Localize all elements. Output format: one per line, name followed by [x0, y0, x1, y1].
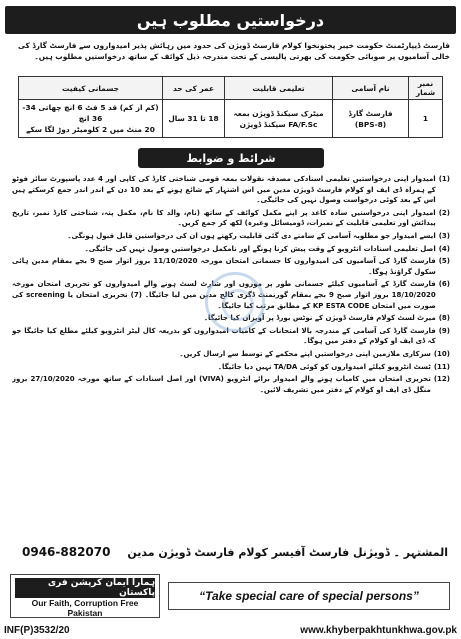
rule-number: (12) [433, 375, 450, 384]
rule-number: (2) [438, 208, 450, 217]
list-item [12, 231, 450, 242]
signature-bar [14, 540, 448, 564]
logo-english-text: Our Faith, Corruption Free Pakistan [31, 598, 139, 618]
rule-text: فارسٹ گارڈ کی آسامیوں کی امیدواروں کا جسمانی امتحان مورخہ 11/10/2020 بروز اتوار صبح 9 بجے بمقام مدین ہائی سکول گراؤنڈ ہوگا۔ [12, 257, 436, 276]
slogan-box: “Take special care of special persons” [168, 582, 450, 610]
qualification-line-2: FA/F.Sc سیکنڈ ڈویژن [239, 119, 318, 129]
physical-line-2: 20 منٹ میں 2 کلومیٹر دوڑ لگا سکے [26, 125, 155, 134]
release-code: INF(P)3532/20 [4, 624, 70, 636]
advertiser-signature: المشتہر ۔ ڈویژنل فارسٹ آفیسر کولام فارسٹ ڈویژن مدین [127, 545, 448, 559]
header-qualification: تعلیمی قابلیت [225, 77, 333, 100]
rules-title: شرائط و ضوابط [138, 148, 324, 168]
logo-urdu-text: ہمارا ایمان کرپشن فری پاکستان [15, 578, 155, 598]
rule-number: (3) [438, 231, 450, 240]
vacancy-table-header [19, 77, 443, 100]
rule-number: (11) [433, 362, 450, 371]
header-serial: نمبر شمار [409, 77, 443, 100]
list-item [12, 349, 450, 360]
list-item [12, 174, 450, 206]
table-row [19, 100, 443, 138]
list-item [12, 362, 450, 373]
cell-post: فارسٹ گارڈ (BPS-8) [333, 100, 409, 138]
headline-banner: درخواستیں مطلوب ہیں [5, 6, 456, 34]
cell-serial: 1 [409, 100, 443, 138]
rule-number: (6) [438, 280, 450, 289]
rule-text: فارسٹ گارڈ کے آسامیوں کیلئے جسمانی طور پر موزوں اور شارٹ لسٹ ہونے والے امیدواروں کو تحریری امتحان مورخہ 18/10/2020 بروز اتوار صبح 9 بجے بمقام گورنمنٹ ڈگری کالج مدین میں لیا جائیگا۔ (7) تحریری امتحان یا screening کی صورت میں امتحان KP ESTA CODE کے مطابق مرتب کیا جائیگا۔ [12, 280, 436, 310]
rule-text: امیدوار اپنی درخواستیں سادہ کاغذ پر اپنے مکمل کوائف کے ساتھ (نام، والد کا نام، مکمل پتہ، شناختی کارڈ نمبر، تاریخ پیدائش اور تعلیمی قابلیت کے نمبرات، ڈومیسائل وغیرہ) لکھ کر جمع کریں۔ [12, 208, 436, 228]
rule-text: اصل تعلیمی اسنادات انٹرویو کے وقت پیش کرنا ہونگے اور نامکمل درخواستیں وصول نہیں کی جائیگی۔ [84, 244, 436, 253]
cell-qualification [225, 100, 333, 138]
vacancy-table [18, 76, 443, 138]
intro-paragraph: فارسٹ ڈیپارٹمنٹ حکومت خیبر پختونخوا کولام فارسٹ ڈویژن کی حدود میں رہائش پذیر امیدواروں سے فارسٹ گارڈ کی خالی آسامیوں پر صوبائی حکومت کی بھرتی پالیسی کے تحت مندرجہ ذیل کوائف کے ساتھ درخواستیں مطلوب ہیں۔ [17, 41, 450, 61]
corruption-free-logo [10, 574, 160, 618]
rule-text: سرکاری ملازمین اپنی درخواستیں اپنے محکمے کے توسط سے ارسال کریں۔ [179, 349, 431, 358]
rule-text: فارسٹ گارڈ کی آسامی کے مندرجہ بالا امتحانات کے کامیاب امیدواروں کو بذریعہ کال لیٹر انٹرویو کیلئے مطلع کیا جائیگا جو کہ ڈی ایف او کولام کے دفتر میں ہوگا۔ [12, 326, 436, 346]
rule-number: (8) [438, 314, 450, 323]
list-item [12, 244, 450, 255]
rule-text: ٹسٹ انٹرویو کیلئے امیدواروں کو کوئی TA/DA نہیں دیا جائیگا۔ [217, 362, 431, 371]
list-item [12, 374, 450, 395]
physical-line-1: (کم از کم) قد 5 فٹ 6 انچ چھاتی 34-36 انچ [22, 103, 159, 123]
list-item [12, 208, 450, 229]
rule-number: (9) [438, 326, 450, 335]
rule-number: (4) [438, 244, 450, 253]
watermark-logo-icon [205, 272, 265, 332]
rule-number: (5) [438, 257, 450, 266]
header-age: عمر کی حد [163, 77, 225, 100]
cell-age: 18 تا 31 سال [163, 100, 225, 138]
rule-text: امیدوار اپنی درخواستیں تعلیمی اسنادکی مصدقہ نقولات بمعہ قومی شناختی کارڈ کی کاپی اور 4 عدد پاسپورٹ سائز فوٹو کے ہمراہ ڈی ایف او کولام فارسٹ ڈویژن مدین میں اس اشتہار کے شائع ہونے کے بعد 10 دن کے اندر اندر جمع کرسکتے ہیں اس کے بعد کوئی درخواست وصول نہیں کی جائیگی۔ [12, 175, 436, 205]
qualification-line-1: میٹرک سیکنڈ ڈویژن بمعہ [233, 108, 324, 118]
rules-list [12, 174, 450, 536]
rule-number: (10) [433, 349, 450, 358]
header-post: نام آسامی [333, 77, 409, 100]
contact-phone: 0946-882070 [22, 545, 111, 559]
header-physical: جسمانی کیفیت [19, 77, 163, 100]
rule-text: تحریری امتحان میں کامیاب ہونے والے امیدوار برائے انٹرویو (VIVA) اور اصل اسنادات کے ساتھ مورخہ 27/10/2020 بروز منگل ڈی ایف او کولام کے دفتر میں تشریف لائیں۔ [12, 375, 431, 394]
cell-physical [19, 100, 163, 138]
rule-text: ایسے امیدوار جو مطلوبہ آسامی کے سامنے دی گئی قابلیت رکھتے ہوں ان کی درخواستیں قابل قبول ہونگی۔ [67, 231, 436, 240]
rule-number: (1) [438, 175, 450, 183]
footer [4, 623, 457, 637]
rule-text: میرٹ لسٹ کولام فارسٹ ڈویژن کے نوٹس بورڈ پر آویزاں کیا جائیگا۔ [203, 314, 436, 323]
website-link[interactable]: www.khyberpakhtunkhwa.gov.pk [300, 624, 457, 636]
